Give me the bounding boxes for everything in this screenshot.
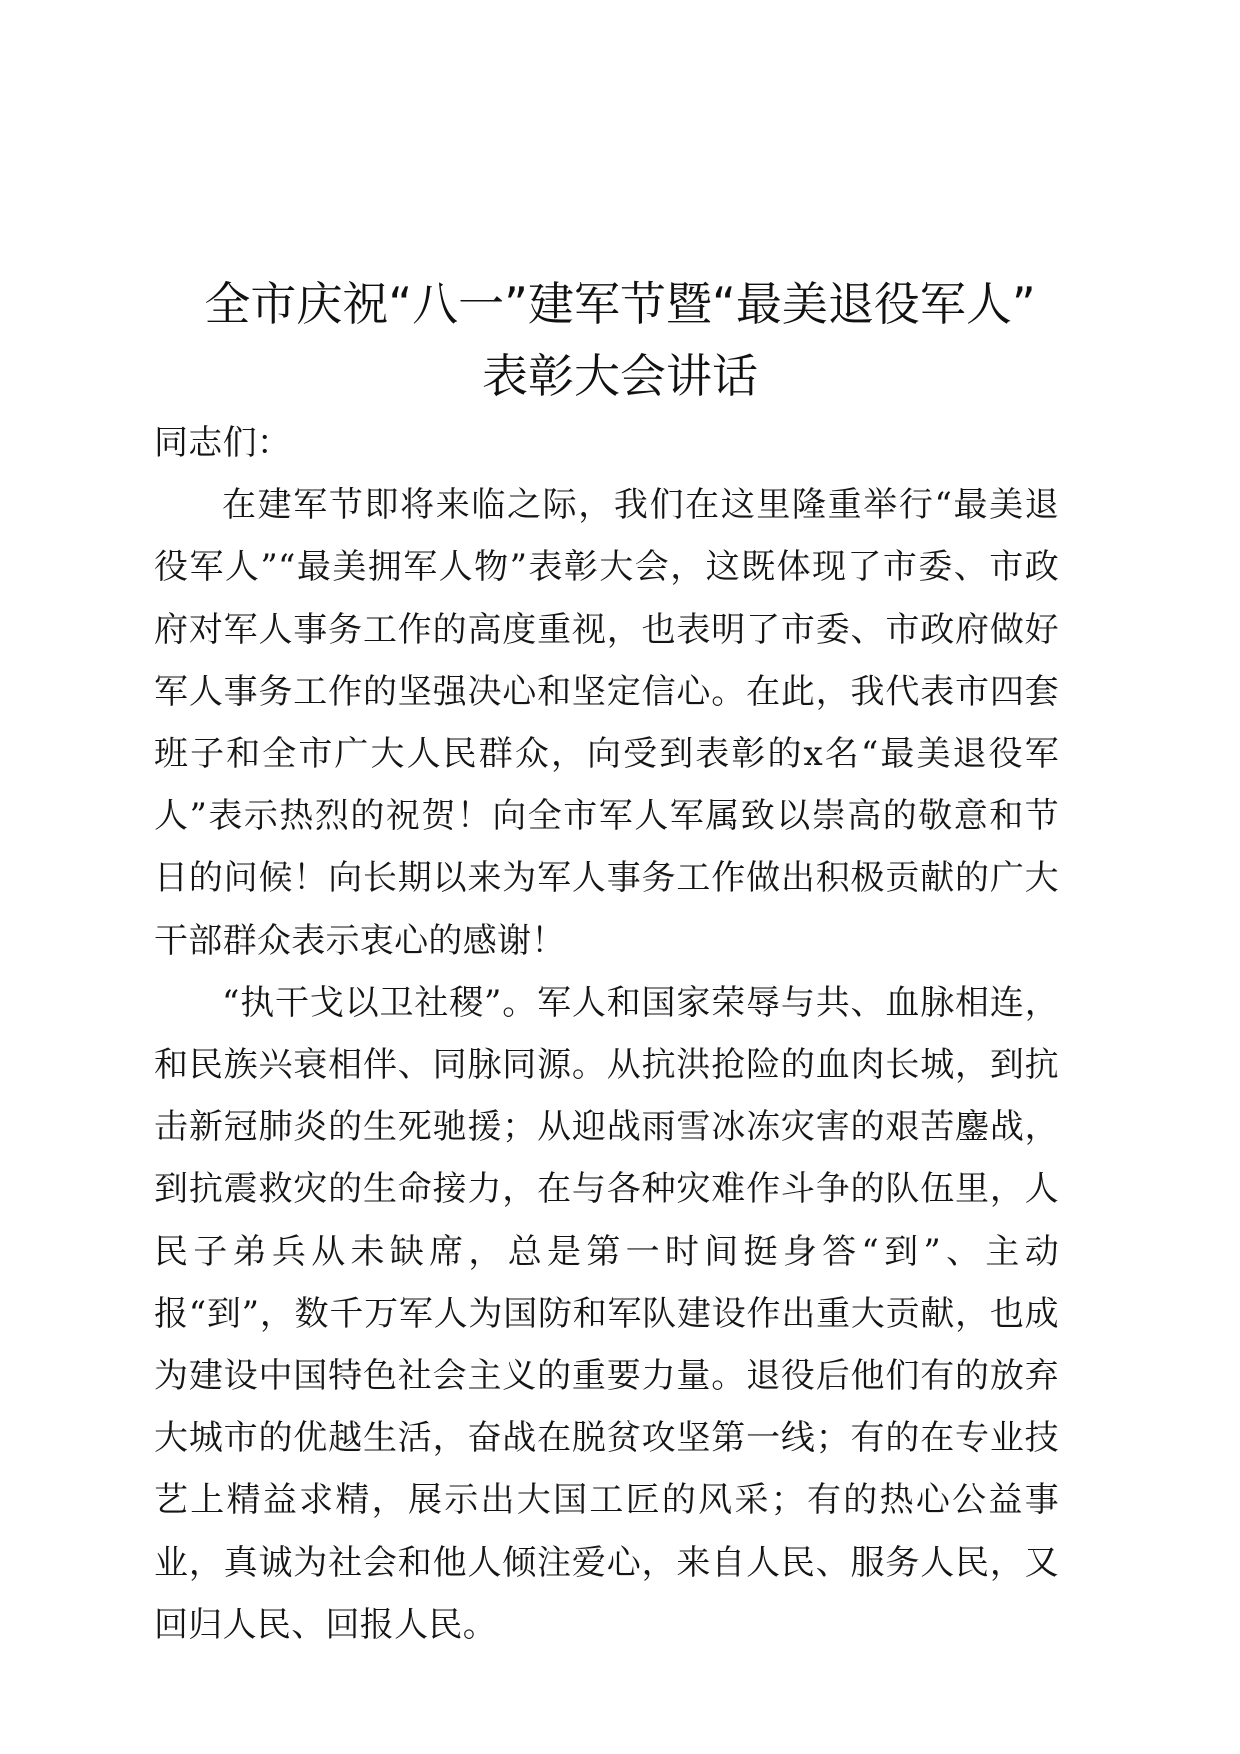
title-line-1: 全市庆祝“八一”建军节暨“最美退役军人” — [204, 277, 1036, 331]
title-line-2: 表彰大会讲话 — [482, 349, 758, 403]
paragraph-1: 在建军节即将来临之际，我们在这里隆重举行“最美退役军人”“最美拥军人物”表彰大会，这既体现了市委、市政府对军人事务工作的高度重视，也表明了市委、市政府做好军人事务工作的坚强决心和坚定信心。在此，我代表市四套班子和全市广大人民群众，向受到表彰的x名“最美退役军人”表示热烈的祝贺！向全市军人军属致以崇高的敬意和节日的问候！向长期以来为军人事务工作做出积极贡献的广大干部群众表示衷心的感谢！ — [154, 485, 1059, 961]
salutation: 同志们： — [154, 423, 292, 463]
document-body — [154, 412, 1059, 1656]
document-title — [150, 268, 1090, 412]
paragraph-2: “执干戈以卫社稷”。军人和国家荣辱与共、血脉相连，和民族兴衰相伴、同脉同源。从抗洪抢险的血肉长城，到抗击新冠肺炎的生死驰援；从迎战雨雪冰冻灾害的艰苦鏖战，到抗震救灾的生命接力，在与各种灾难作斗争的队伍里，人民子弟兵从未缺席，总是第一时间挺身答“到”、主动报“到”，数千万军人为国防和军队建设作出重大贡献，也成为建设中国特色社会主义的重要力量。退役后他们有的放弃大城市的优越生活，奋战在脱贫攻坚第一线；有的在专业技艺上精益求精，展示出大国工匠的风采；有的热心公益事业，真诚为社会和他人倾注爱心，来自人民、服务人民，又回归人民、回报人民。 — [154, 982, 1059, 1645]
